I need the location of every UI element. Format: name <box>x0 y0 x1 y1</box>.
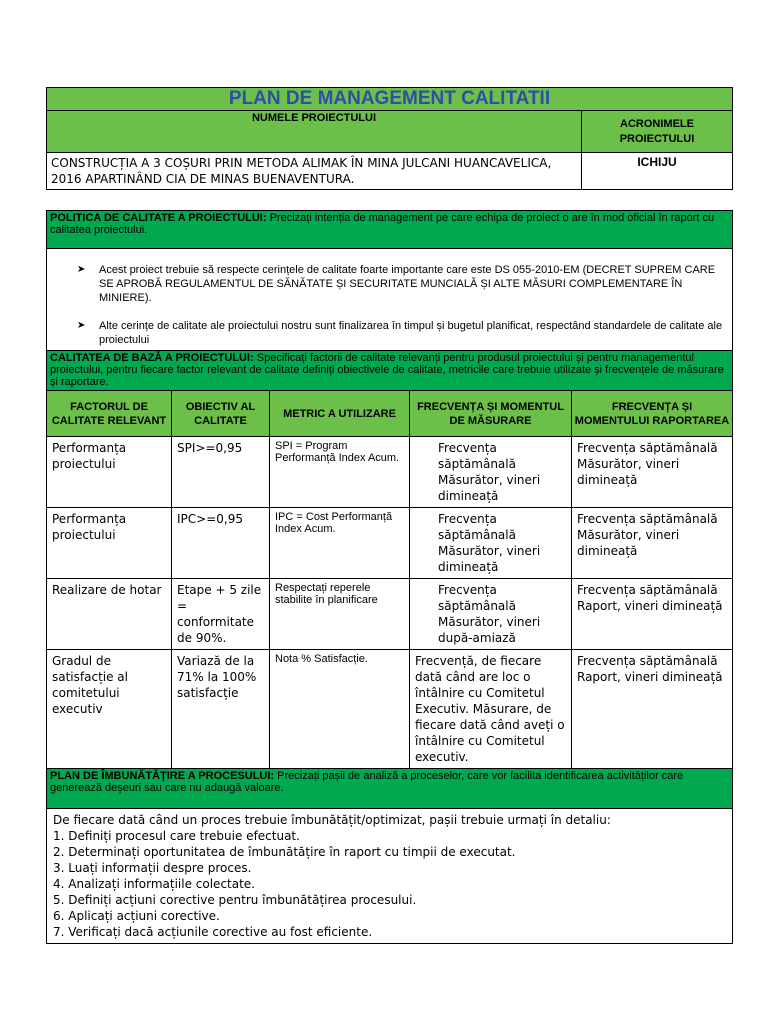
list-item: 4. Analizați informațiile colectate. <box>53 877 255 891</box>
baseline-instructions: Specificați factorii de calitate relevanți pentru produsul proiectului și pentru managementul proiectului, pentru fiecare factor relevant de calitate definiți obiectivele de calitate, metricile care trebuie utilizate și frecvențele de măsurare și raportare. <box>50 352 724 388</box>
column-header: METRIC A UTILIZARE <box>270 391 410 437</box>
column-header: OBIECTIV AL CALITATE <box>172 391 270 437</box>
table-row: Performanța proiectului IPC>=0,95 IPC = Cost Performanță Index Acum. Frecvența săptămânală Măsurător, vineri dimineață Frecvența săptămânală Măsurător, vineri dimineață <box>47 508 733 579</box>
improvement-heading: PLAN DE ÎMBUNĂTĂȚIRE A PROCESULUI: <box>50 770 275 782</box>
list-item: 6. Aplicați acțiuni corective. <box>53 909 220 923</box>
list-item: ➤ Alte cerințe de calitate ale proiectului nostru sunt finalizarea în timpul și bugetul planificat, respectând standardele de calitate ale proiectului <box>77 320 723 346</box>
policy-heading: POLITICA DE CALITATE A PROIECTULUI: <box>50 212 267 224</box>
table-row: Realizare de hotar Etape + 5 zile = conformitate de 90%. Respectați reperele stabilite în planificare Frecvența săptămânală Măsurător, vineri după-amiază Frecvența săptămânală Raport, vineri dimineață <box>47 579 733 650</box>
table-row: Gradul de satisfacție al comitetului executiv Variază de la 71% la 100% satisfacție Nota % Satisfacție. Frecvență, de fiecare dată când are loc o întâlnire cu Comitetul Executiv. Măsurare, de fiecare dată când aveți o întâlnire cu Comitetul executiv. Frecvența săptămânală Raport, vineri dimineață <box>47 650 733 769</box>
document-title: PLAN DE MANAGEMENT CALITATII <box>47 88 733 111</box>
policy-requirements <box>47 249 733 351</box>
table-row: Performanța proiectului SPI>=0,95 SPI = Program Performanță Index Acum. Frecvența săptămânală Măsurător, vineri dimineață Frecvența săptămânală Măsurător, vineri dimineață <box>47 437 733 508</box>
policy-section-header <box>47 211 733 249</box>
arrow-bullet-icon: ➤ <box>77 264 86 275</box>
project-acronym: ICHIJU <box>582 153 733 190</box>
acronym-label: ACRONIMELE PROIECTULUI <box>582 111 733 153</box>
project-name-label: NUMELE PROIECTULUI <box>47 111 582 153</box>
arrow-bullet-icon: ➤ <box>77 320 86 331</box>
project-header-table <box>46 87 733 190</box>
column-header: FRECVENȚA ȘI MOMENTUL DE MĂSURARE <box>410 391 572 437</box>
list-item: 3. Luați informații despre proces. <box>53 861 252 875</box>
list-item: 5. Definiți acțiuni corective pentru îmbunătățirea procesului. <box>53 893 417 907</box>
list-item: 2. Determinați oportunitatea de îmbunătățire în raport cu timpii de executat. <box>53 845 516 859</box>
improvement-instructions: Precizați pașii de analiză a proceselor, care vor facilita identificarea activităților care generează deșeuri sau care nu adaugă valoare. <box>50 770 684 794</box>
list-item: 7. Verificați dacă acțiunile corective au fost eficiente. <box>53 925 373 939</box>
column-header: FRECVENȚA ȘI MOMENTULUI RAPORTAREA <box>572 391 733 437</box>
improvement-section-header <box>47 769 733 809</box>
policy-instructions: Precizați intenția de management pe care echipa de proiect o are în mod oficial în raport cu calitatea proiectului. <box>50 212 715 236</box>
column-header: FACTORUL DE CALITATE RELEVANT <box>47 391 172 437</box>
list-item: 1. Definiți procesul care trebuie efectuat. <box>53 829 300 843</box>
improvement-steps <box>47 809 733 944</box>
list-item: ➤ Acest proiect trebuie să respecte cerințele de calitate foarte importante care este DS 055-2010-EM (DECRET SUPREM CARE SE APROBĂ REGULAMENTUL DE SĂNĂTATE ȘI SECURITATE MUNCIALĂ ȘI ALTE MĂSURI COMPLEMENTARE ÎN MINIERE). <box>77 264 716 304</box>
project-name: CONSTRUCȚIA A 3 COȘURI PRIN METODA ALIMAK ÎN MINA JULCANI HUANCAVELICA, 2016 APARTINÂND CIA DE MINAS BUENAVENTURA. <box>47 153 582 190</box>
improvement-intro: De fiecare dată când un proces trebuie îmbunătățit/optimizat, pașii trebuie urmați în detaliu: <box>53 813 611 827</box>
quality-plan-table <box>46 210 733 944</box>
baseline-section-header <box>47 351 733 391</box>
baseline-heading: CALITATEA DE BAZĂ A PROIECTULUI: <box>50 352 254 364</box>
